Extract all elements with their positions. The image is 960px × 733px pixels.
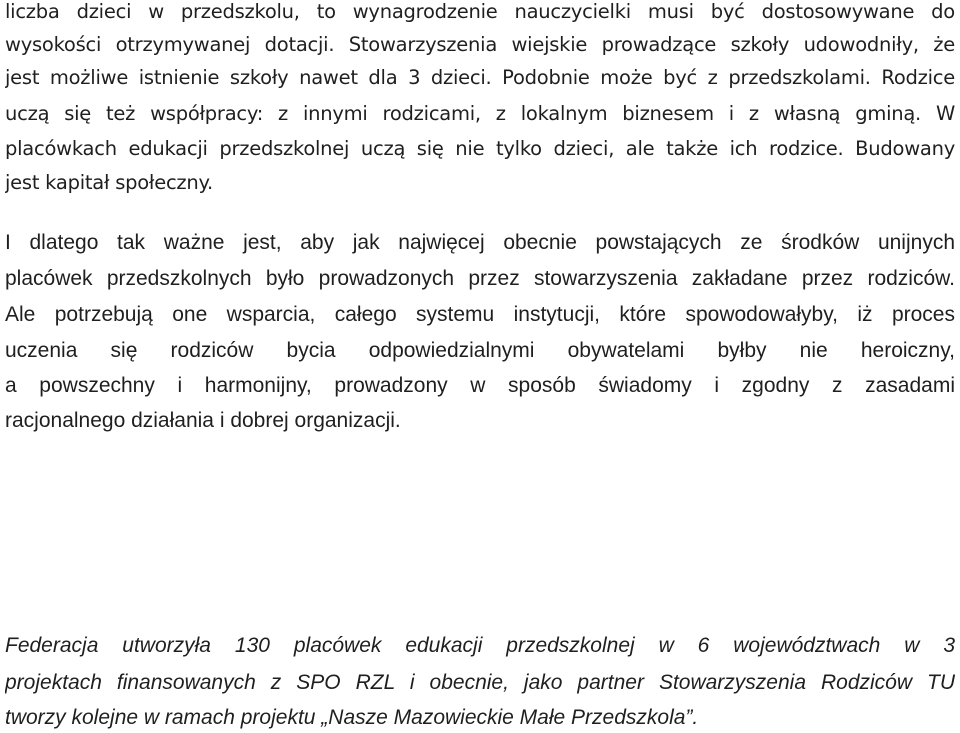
text-line: tworzy kolejne w ramach projektu „Nasze Mazowieckie Małe Przedszkola”. — [5, 706, 699, 729]
text-line: jest kapitał społeczny. — [5, 171, 213, 194]
text-line: projektach finansowanych z SPO RZL i obecnie, jako partner Stowarzyszenia Rodziców TU — [5, 671, 955, 694]
text-line: Ale potrzebują one wsparcia, całego systemu instytucji, które spowodowałyby, iż proces — [5, 303, 955, 326]
text-line: racjonalnego działania i dobrej organizacji. — [5, 409, 401, 432]
text-line: wysokości otrzymywanej dotacji. Stowarzyszenia wiejskie prowadzące szkoły udowodniły, że — [5, 33, 955, 56]
text-line: I dlatego tak ważne jest, aby jak najwięcej obecnie powstających ze środków unijnych — [5, 231, 955, 254]
text-line: liczba dzieci w przedszkolu, to wynagrodzenie nauczycielki musi być dostosowywane do — [5, 0, 955, 23]
text-line: placówek przedszkolnych było prowadzonych przez stowarzyszenia zakładane przez rodziców. — [5, 267, 955, 290]
text-line: a powszechny i harmonijny, prowadzony w sposób świadomy i zgodny z zasadami — [5, 374, 955, 397]
text-line: Federacja utworzyła 130 placówek edukacji przedszkolnej w 6 województwach w 3 — [5, 634, 955, 657]
text-line: placówkach edukacji przedszkolnej uczą się nie tylko dzieci, ale także ich rodzice. Budowany — [5, 137, 955, 160]
text-line: uczenia się rodziców bycia odpowiedzialnymi obywatelami byłby nie heroiczny, — [5, 339, 955, 362]
text-line: uczą się też współpracy: z innymi rodzicami, z lokalnym biznesem i z własną gminą. W — [5, 102, 955, 125]
text-line: jest możliwe istnienie szkoły nawet dla 3 dzieci. Podobnie może być z przedszkolami. Rodzice — [5, 66, 955, 89]
